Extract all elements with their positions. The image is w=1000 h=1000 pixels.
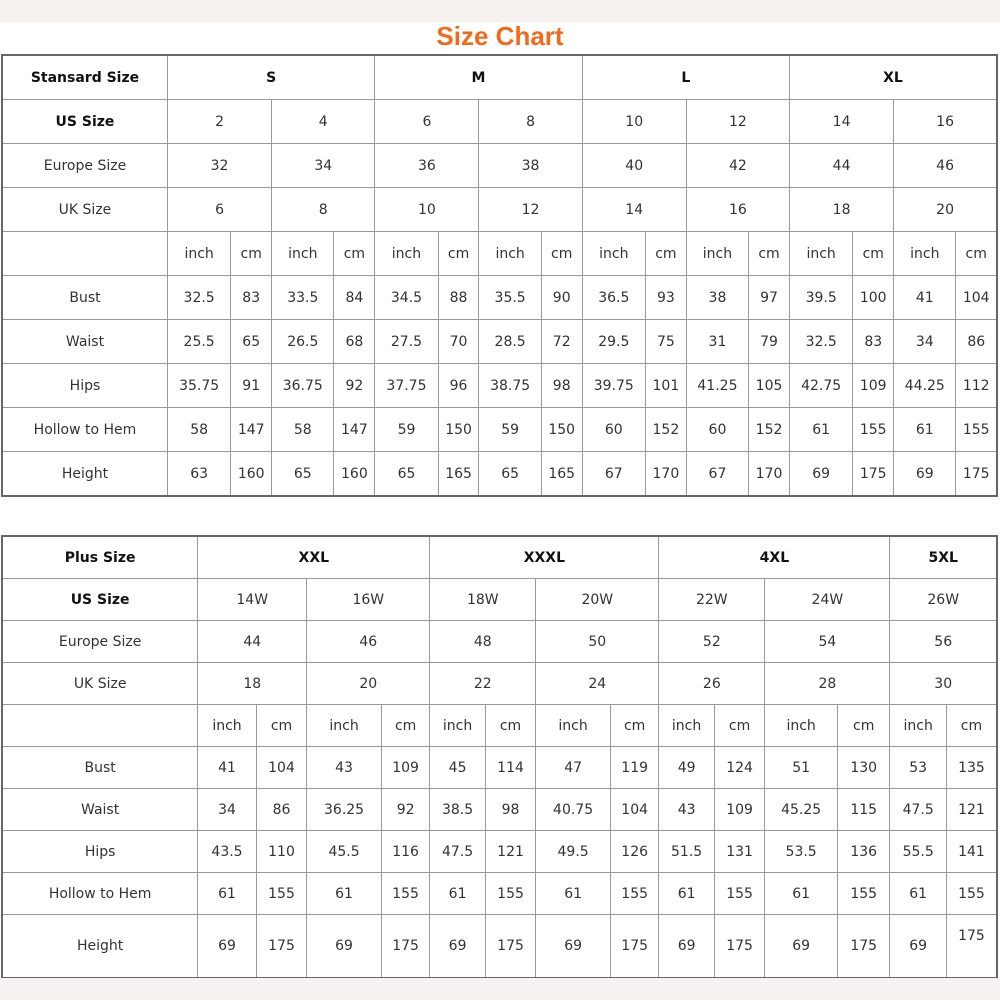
uk-size-value: 20 bbox=[894, 188, 997, 232]
unit-inch: inch bbox=[430, 705, 485, 747]
unit-inch: inch bbox=[375, 232, 438, 276]
measure-value: 93 bbox=[645, 276, 686, 320]
measure-value: 33.5 bbox=[272, 276, 334, 320]
europe-size-value: 36 bbox=[375, 144, 479, 188]
unit-cm: cm bbox=[334, 232, 375, 276]
measure-value: 41.25 bbox=[686, 364, 748, 408]
measure-value: 90 bbox=[541, 276, 582, 320]
measure-row-hollow-to-hem bbox=[2, 408, 997, 452]
measure-value: 116 bbox=[381, 831, 429, 873]
measure-value: 109 bbox=[714, 789, 764, 831]
measure-value: 43.5 bbox=[198, 831, 257, 873]
europe-size-value: 50 bbox=[536, 621, 659, 663]
measure-value: 69 bbox=[198, 915, 257, 979]
measure-value: 170 bbox=[645, 452, 686, 497]
measure-value: 86 bbox=[256, 789, 306, 831]
measure-value: 69 bbox=[430, 915, 485, 979]
measure-value: 47.5 bbox=[890, 789, 947, 831]
europe-size-value: 54 bbox=[765, 621, 890, 663]
measure-value: 35.75 bbox=[167, 364, 230, 408]
measure-row-bust bbox=[2, 747, 997, 789]
measure-value: 147 bbox=[334, 408, 375, 452]
us-size-value: 14W bbox=[198, 579, 307, 621]
measure-value: 79 bbox=[749, 320, 790, 364]
measure-value: 42.75 bbox=[789, 364, 852, 408]
uk-size-value: 18 bbox=[789, 188, 893, 232]
unit-cm: cm bbox=[438, 232, 479, 276]
measure-value: 67 bbox=[582, 452, 645, 497]
measure-value: 160 bbox=[231, 452, 272, 497]
measure-value: 114 bbox=[485, 747, 535, 789]
measure-value: 43 bbox=[659, 789, 714, 831]
blank-cell bbox=[2, 705, 198, 747]
measure-value: 69 bbox=[536, 915, 611, 979]
uk-size-value: 10 bbox=[375, 188, 479, 232]
page-title: Size Chart bbox=[436, 21, 564, 51]
europe-size-value: 38 bbox=[479, 144, 582, 188]
europe-size-value: 48 bbox=[430, 621, 536, 663]
us-size-label: US Size bbox=[2, 100, 167, 144]
measure-value: 175 bbox=[381, 915, 429, 979]
measure-value: 32.5 bbox=[789, 320, 852, 364]
unit-cm: cm bbox=[946, 705, 997, 747]
measure-value: 175 bbox=[714, 915, 764, 979]
unit-cm: cm bbox=[714, 705, 764, 747]
us-size-value: 16W bbox=[307, 579, 430, 621]
measure-value: 69 bbox=[659, 915, 714, 979]
measure-value: 65 bbox=[272, 452, 334, 497]
us-size-value: 20W bbox=[536, 579, 659, 621]
unit-inch: inch bbox=[536, 705, 611, 747]
us-size-value: 2 bbox=[167, 100, 271, 144]
measure-value: 28.5 bbox=[479, 320, 541, 364]
us-size-row bbox=[2, 579, 997, 621]
measure-row-bust bbox=[2, 276, 997, 320]
measure-value: 175 bbox=[256, 915, 306, 979]
measure-value: 38.75 bbox=[479, 364, 541, 408]
measure-value: 41 bbox=[894, 276, 956, 320]
europe-size-value: 40 bbox=[582, 144, 686, 188]
measure-row-hips bbox=[2, 831, 997, 873]
blank-cell bbox=[2, 232, 167, 276]
measure-row-hollow-to-hem bbox=[2, 873, 997, 915]
measure-value: 69 bbox=[765, 915, 838, 979]
measure-value: 155 bbox=[956, 408, 997, 452]
corner-label: Plus Size bbox=[2, 536, 198, 579]
measure-value: 60 bbox=[686, 408, 748, 452]
europe-size-value: 44 bbox=[789, 144, 893, 188]
us-size-value: 14 bbox=[789, 100, 893, 144]
measure-value: 55.5 bbox=[890, 831, 947, 873]
measure-value: 83 bbox=[853, 320, 894, 364]
europe-size-value: 46 bbox=[307, 621, 430, 663]
us-size-value: 18W bbox=[430, 579, 536, 621]
measure-value: 38.5 bbox=[430, 789, 485, 831]
measure-value: 121 bbox=[946, 789, 997, 831]
measure-value: 68 bbox=[334, 320, 375, 364]
unit-inch: inch bbox=[479, 232, 541, 276]
size-header: S bbox=[167, 55, 374, 100]
unit-inch: inch bbox=[272, 232, 334, 276]
us-size-row bbox=[2, 100, 997, 144]
unit-inch: inch bbox=[765, 705, 838, 747]
measure-value: 65 bbox=[231, 320, 272, 364]
measure-value: 29.5 bbox=[582, 320, 645, 364]
measure-value: 31 bbox=[686, 320, 748, 364]
plus-size-table bbox=[1, 535, 998, 979]
measure-value: 109 bbox=[381, 747, 429, 789]
size-header: 5XL bbox=[890, 536, 997, 579]
measure-value: 45.5 bbox=[307, 831, 382, 873]
uk-size-value: 26 bbox=[659, 663, 765, 705]
unit-inch: inch bbox=[582, 232, 645, 276]
measure-value: 175 bbox=[485, 915, 535, 979]
unit-cm: cm bbox=[485, 705, 535, 747]
measure-value: 175 bbox=[956, 452, 997, 497]
measure-value: 69 bbox=[890, 915, 947, 979]
measure-value: 119 bbox=[610, 747, 658, 789]
unit-row bbox=[2, 705, 997, 747]
uk-size-label: UK Size bbox=[2, 188, 167, 232]
measure-value: 69 bbox=[789, 452, 852, 497]
us-size-value: 4 bbox=[272, 100, 375, 144]
measure-value: 38 bbox=[686, 276, 748, 320]
size-header-row bbox=[2, 55, 997, 100]
measure-value: 105 bbox=[749, 364, 790, 408]
measure-value: 170 bbox=[749, 452, 790, 497]
measure-value: 63 bbox=[167, 452, 230, 497]
measure-row-height bbox=[2, 452, 997, 497]
uk-size-label: UK Size bbox=[2, 663, 198, 705]
measure-value: 69 bbox=[307, 915, 382, 979]
measure-value: 175 bbox=[837, 915, 890, 979]
uk-size-value: 24 bbox=[536, 663, 659, 705]
measure-value: 150 bbox=[541, 408, 582, 452]
uk-size-value: 22 bbox=[430, 663, 536, 705]
unit-cm: cm bbox=[541, 232, 582, 276]
measure-value: 175 bbox=[853, 452, 894, 497]
europe-size-value: 32 bbox=[167, 144, 271, 188]
measure-value: 45.25 bbox=[765, 789, 838, 831]
measure-value: 27.5 bbox=[375, 320, 438, 364]
measure-label: Height bbox=[2, 915, 198, 979]
measure-value: 34 bbox=[894, 320, 956, 364]
measure-value: 47.5 bbox=[430, 831, 485, 873]
uk-size-value: 6 bbox=[167, 188, 271, 232]
unit-cm: cm bbox=[381, 705, 429, 747]
measure-value: 39.5 bbox=[789, 276, 852, 320]
uk-size-value: 20 bbox=[307, 663, 430, 705]
measure-value: 49.5 bbox=[536, 831, 611, 873]
measure-value: 53.5 bbox=[765, 831, 838, 873]
measure-value: 32.5 bbox=[167, 276, 230, 320]
standard-size-table bbox=[1, 54, 998, 497]
uk-size-row bbox=[2, 188, 997, 232]
measure-value: 92 bbox=[334, 364, 375, 408]
europe-size-value: 52 bbox=[659, 621, 765, 663]
us-size-value: 6 bbox=[375, 100, 479, 144]
measure-value: 37.75 bbox=[375, 364, 438, 408]
measure-value: 47 bbox=[536, 747, 611, 789]
unit-cm: cm bbox=[256, 705, 306, 747]
unit-cm: cm bbox=[231, 232, 272, 276]
uk-size-value: 8 bbox=[272, 188, 375, 232]
uk-size-value: 30 bbox=[890, 663, 997, 705]
us-size-value: 8 bbox=[479, 100, 582, 144]
measure-value: 112 bbox=[956, 364, 997, 408]
measure-value: 84 bbox=[334, 276, 375, 320]
measure-value: 88 bbox=[438, 276, 479, 320]
unit-row bbox=[2, 232, 997, 276]
uk-size-value: 14 bbox=[582, 188, 686, 232]
measure-label: Bust bbox=[2, 276, 167, 320]
us-size-label: US Size bbox=[2, 579, 198, 621]
measure-value: 124 bbox=[714, 747, 764, 789]
measure-value: 58 bbox=[272, 408, 334, 452]
uk-size-value: 28 bbox=[765, 663, 890, 705]
unit-cm: cm bbox=[610, 705, 658, 747]
measure-row-height bbox=[2, 915, 997, 979]
measure-row-waist bbox=[2, 789, 997, 831]
europe-size-value: 34 bbox=[272, 144, 375, 188]
measure-value: 101 bbox=[645, 364, 686, 408]
size-header: XL bbox=[789, 55, 997, 100]
measure-value: 61 bbox=[894, 408, 956, 452]
measure-value: 152 bbox=[749, 408, 790, 452]
measure-value: 160 bbox=[334, 452, 375, 497]
measure-value: 131 bbox=[714, 831, 764, 873]
measure-value: 35.5 bbox=[479, 276, 541, 320]
size-header: XXXL bbox=[430, 536, 659, 579]
measure-value: 126 bbox=[610, 831, 658, 873]
uk-size-value: 12 bbox=[479, 188, 582, 232]
unit-cm: cm bbox=[956, 232, 997, 276]
unit-cm: cm bbox=[645, 232, 686, 276]
measure-value: 100 bbox=[853, 276, 894, 320]
unit-inch: inch bbox=[890, 705, 947, 747]
measure-value: 110 bbox=[256, 831, 306, 873]
measure-value: 97 bbox=[749, 276, 790, 320]
measure-label: Waist bbox=[2, 789, 198, 831]
measure-label: Hips bbox=[2, 364, 167, 408]
measure-value: 61 bbox=[536, 873, 611, 915]
measure-value: 61 bbox=[789, 408, 852, 452]
measure-value: 121 bbox=[485, 831, 535, 873]
unit-inch: inch bbox=[686, 232, 748, 276]
measure-label: Hips bbox=[2, 831, 198, 873]
measure-value bbox=[946, 915, 997, 979]
europe-size-value: 44 bbox=[198, 621, 307, 663]
us-size-value: 12 bbox=[686, 100, 789, 144]
measure-value: 152 bbox=[645, 408, 686, 452]
measure-label: Waist bbox=[2, 320, 167, 364]
measure-value: 165 bbox=[541, 452, 582, 497]
measure-row-hips bbox=[2, 364, 997, 408]
unit-cm: cm bbox=[749, 232, 790, 276]
us-size-value: 16 bbox=[894, 100, 997, 144]
measure-value: 59 bbox=[375, 408, 438, 452]
measure-value: 83 bbox=[231, 276, 272, 320]
measure-value: 91 bbox=[231, 364, 272, 408]
measure-value: 39.75 bbox=[582, 364, 645, 408]
measure-value: 96 bbox=[438, 364, 479, 408]
europe-size-row bbox=[2, 621, 997, 663]
measure-value: 51.5 bbox=[659, 831, 714, 873]
measure-value: 36.25 bbox=[307, 789, 382, 831]
unit-inch: inch bbox=[167, 232, 230, 276]
measure-value: 61 bbox=[659, 873, 714, 915]
us-size-value: 22W bbox=[659, 579, 765, 621]
measure-value: 141 bbox=[946, 831, 997, 873]
measure-value: 155 bbox=[256, 873, 306, 915]
europe-size-value: 46 bbox=[894, 144, 997, 188]
measure-value: 58 bbox=[167, 408, 230, 452]
measure-value: 61 bbox=[765, 873, 838, 915]
measure-value: 104 bbox=[610, 789, 658, 831]
unit-inch: inch bbox=[659, 705, 714, 747]
measure-value: 165 bbox=[438, 452, 479, 497]
size-header: 4XL bbox=[659, 536, 890, 579]
measure-value: 26.5 bbox=[272, 320, 334, 364]
measure-value: 44.25 bbox=[894, 364, 956, 408]
measure-value: 69 bbox=[894, 452, 956, 497]
size-header: L bbox=[582, 55, 789, 100]
size-header: XXL bbox=[198, 536, 430, 579]
measure-value: 155 bbox=[853, 408, 894, 452]
measure-value: 67 bbox=[686, 452, 748, 497]
measure-value: 155 bbox=[485, 873, 535, 915]
measure-label: Height bbox=[2, 452, 167, 497]
measure-value: 65 bbox=[375, 452, 438, 497]
size-header-row bbox=[2, 536, 997, 579]
measure-value: 60 bbox=[582, 408, 645, 452]
europe-size-value: 56 bbox=[890, 621, 997, 663]
measure-value: 41 bbox=[198, 747, 257, 789]
measure-value: 147 bbox=[231, 408, 272, 452]
unit-cm: cm bbox=[853, 232, 894, 276]
measure-value: 98 bbox=[485, 789, 535, 831]
us-size-value: 10 bbox=[582, 100, 686, 144]
measure-value: 34 bbox=[198, 789, 257, 831]
measure-value: 49 bbox=[659, 747, 714, 789]
uk-size-value: 16 bbox=[686, 188, 789, 232]
measure-value: 86 bbox=[956, 320, 997, 364]
measure-value: 65 bbox=[479, 452, 541, 497]
measure-value: 155 bbox=[381, 873, 429, 915]
measure-value: 34.5 bbox=[375, 276, 438, 320]
measure-value: 53 bbox=[890, 747, 947, 789]
uk-size-value: 18 bbox=[198, 663, 307, 705]
europe-size-row bbox=[2, 144, 997, 188]
bottom-band bbox=[0, 978, 1000, 1000]
europe-size-value: 42 bbox=[686, 144, 789, 188]
measure-value: 155 bbox=[837, 873, 890, 915]
measure-value: 45 bbox=[430, 747, 485, 789]
measure-value: 51 bbox=[765, 747, 838, 789]
us-size-value: 26W bbox=[890, 579, 997, 621]
measure-value: 135 bbox=[946, 747, 997, 789]
measure-value: 130 bbox=[837, 747, 890, 789]
size-header: M bbox=[375, 55, 582, 100]
corner-label: Stansard Size bbox=[2, 55, 167, 100]
measure-label: Bust bbox=[2, 747, 198, 789]
measure-value: 115 bbox=[837, 789, 890, 831]
measure-value: 92 bbox=[381, 789, 429, 831]
measure-row-waist bbox=[2, 320, 997, 364]
measure-value: 155 bbox=[946, 873, 997, 915]
measure-value: 98 bbox=[541, 364, 582, 408]
europe-size-label: Europe Size bbox=[2, 144, 167, 188]
measure-value: 104 bbox=[256, 747, 306, 789]
measure-value: 155 bbox=[714, 873, 764, 915]
measure-value: 43 bbox=[307, 747, 382, 789]
uk-size-row bbox=[2, 663, 997, 705]
measure-value: 175 bbox=[610, 915, 658, 979]
measure-value: 61 bbox=[430, 873, 485, 915]
unit-inch: inch bbox=[307, 705, 382, 747]
measure-value: 104 bbox=[956, 276, 997, 320]
unit-cm: cm bbox=[837, 705, 890, 747]
europe-size-label: Europe Size bbox=[2, 621, 198, 663]
measure-value: 72 bbox=[541, 320, 582, 364]
measure-value: 25.5 bbox=[167, 320, 230, 364]
measure-value: 36.5 bbox=[582, 276, 645, 320]
us-size-value: 24W bbox=[765, 579, 890, 621]
raised-value: 175 bbox=[958, 928, 985, 944]
unit-inch: inch bbox=[894, 232, 956, 276]
measure-value: 136 bbox=[837, 831, 890, 873]
measure-value: 75 bbox=[645, 320, 686, 364]
measure-value: 61 bbox=[307, 873, 382, 915]
measure-value: 155 bbox=[610, 873, 658, 915]
measure-value: 59 bbox=[479, 408, 541, 452]
unit-inch: inch bbox=[789, 232, 852, 276]
measure-value: 61 bbox=[890, 873, 947, 915]
unit-inch: inch bbox=[198, 705, 257, 747]
measure-value: 109 bbox=[853, 364, 894, 408]
measure-value: 70 bbox=[438, 320, 479, 364]
measure-value: 40.75 bbox=[536, 789, 611, 831]
measure-value: 61 bbox=[198, 873, 257, 915]
measure-label: Hollow to Hem bbox=[2, 408, 167, 452]
measure-label: Hollow to Hem bbox=[2, 873, 198, 915]
measure-value: 150 bbox=[438, 408, 479, 452]
measure-value: 36.75 bbox=[272, 364, 334, 408]
